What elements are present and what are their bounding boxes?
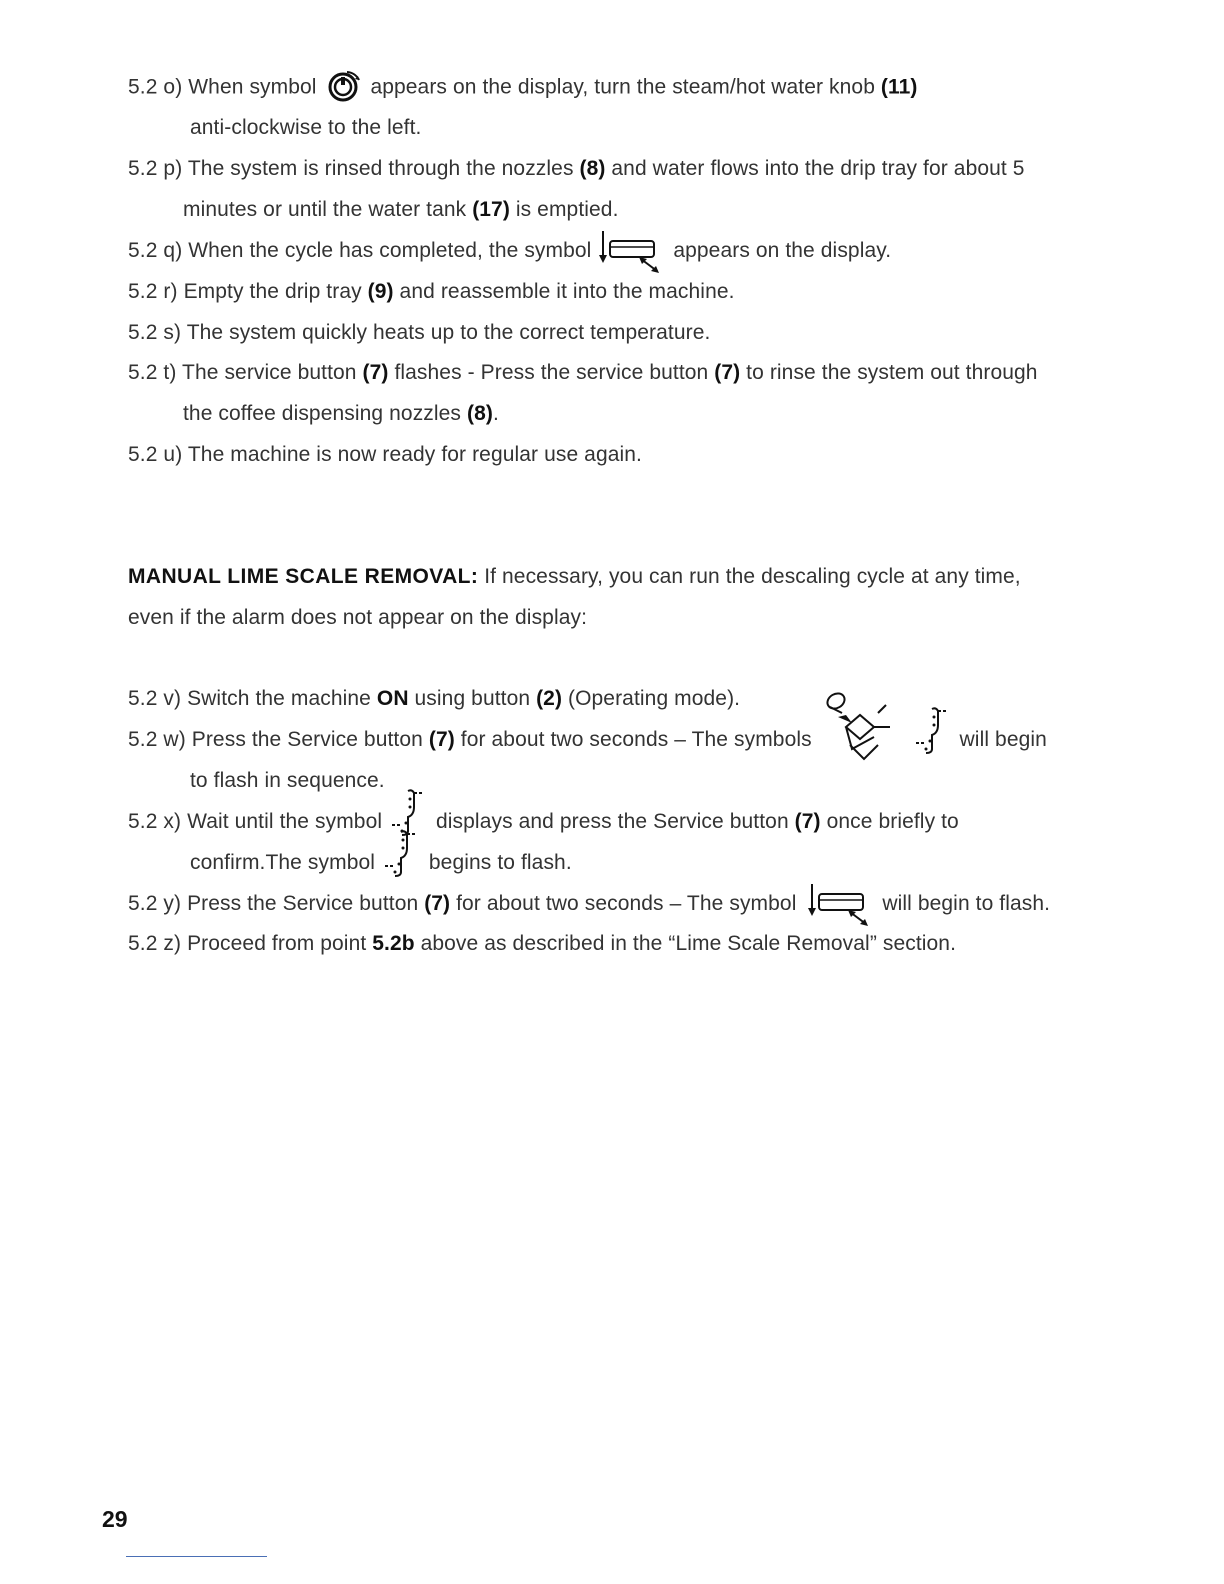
step-x-line1: 5.2 x) Wait until the symbol displays and press the Service button (7) once briefly to	[128, 809, 959, 835]
drip-tray-icon	[597, 229, 667, 273]
step-t-line2: the coffee dispensing nozzles (8).	[183, 402, 499, 425]
step-p-line1: 5.2 p) The system is rinsed through the nozzles (8) and water flows into the drip tray for about 5	[128, 157, 1025, 180]
step-label: 5.2 y)	[128, 892, 182, 915]
descale-icon	[381, 828, 419, 878]
step-o-line1: 5.2 o) When symbol appears on the display, turn the steam/hot water knob (11)	[128, 74, 918, 102]
step-label: 5.2 w)	[128, 728, 186, 751]
step-label: 5.2 t)	[128, 361, 177, 384]
step-label: 5.2 z)	[128, 932, 182, 955]
step-label: 5.2 x)	[128, 810, 182, 833]
step-label: 5.2 r)	[128, 280, 178, 303]
drip-tray-icon	[806, 882, 876, 926]
step-u-line1: 5.2 u) The machine is now ready for regular use again.	[128, 443, 642, 466]
page-number: 29	[102, 1506, 128, 1532]
step-o-line2: anti-clockwise to the left.	[190, 116, 422, 139]
step-x-line2: confirm.The symbol begins to flash.	[190, 850, 572, 876]
step-r-line1: 5.2 r) Empty the drip tray (9) and reassemble it into the machine.	[128, 280, 735, 303]
manual-heading: MANUAL LIME SCALE REMOVAL:	[128, 565, 479, 588]
steam-knob-icon	[325, 68, 363, 102]
step-label: 5.2 s)	[128, 321, 182, 344]
footer-rule	[126, 1556, 267, 1557]
step-p-line2: minutes or until the water tank (17) is emptied.	[183, 198, 619, 221]
step-label: 5.2 p)	[128, 157, 183, 180]
water-filter-icon	[816, 687, 906, 763]
step-label: 5.2 o)	[128, 75, 183, 99]
step-v-line1: 5.2 v) Switch the machine ON using button (2) (Operating mode).	[128, 687, 741, 710]
step-q-line1: 5.2 q) When the cycle has completed, the symbol appears on the display.	[128, 238, 891, 264]
step-t-line1: 5.2 t) The service button (7) flashes - Press the service button (7) to rinse the system out through	[128, 361, 1038, 384]
step-label: 5.2 u)	[128, 443, 183, 466]
step-z-line1: 5.2 z) Proceed from point 5.2b above as described in the “Lime Scale Removal” section.	[128, 932, 957, 955]
manual-paragraph-line2: even if the alarm does not appear on the display:	[128, 606, 588, 629]
step-w-line1: 5.2 w) Press the Service button (7) for about two seconds – The symbols will begin	[128, 727, 1047, 753]
step-w-line2: to flash in sequence.	[190, 769, 385, 792]
step-y-line1: 5.2 y) Press the Service button (7) for about two seconds – The symbol will begin to flash.	[128, 891, 1050, 917]
step-label: 5.2 v)	[128, 687, 182, 710]
manual-paragraph-line1: MANUAL LIME SCALE REMOVAL: If necessary, you can run the descaling cycle at any time,	[128, 565, 1021, 588]
step-s-line1: 5.2 s) The system quickly heats up to the correct temperature.	[128, 321, 711, 344]
step-label: 5.2 q)	[128, 239, 183, 262]
descale-icon	[912, 705, 950, 755]
